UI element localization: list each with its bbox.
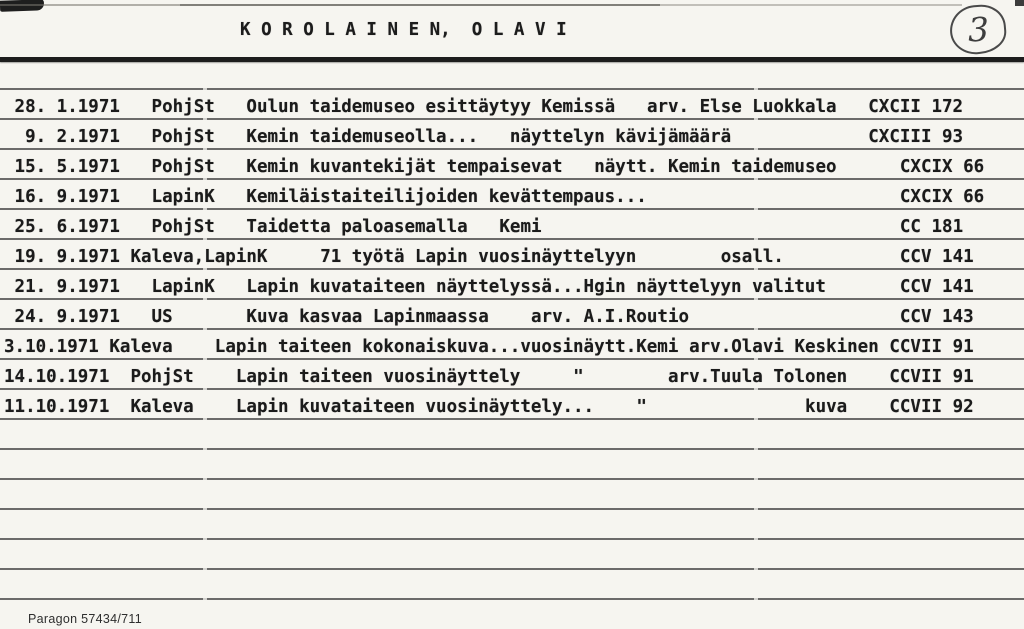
entry-note: näyttelyn kävijämäärä (509, 127, 732, 147)
ruled-line (0, 478, 1024, 480)
entry-date: 24. 9.1971 (14, 307, 120, 327)
entry-source: LapinK (151, 277, 215, 297)
entry-reference: CXCII 172 (868, 97, 964, 117)
ruled-line (0, 568, 1024, 570)
entry-date: 28. 1.1971 (14, 97, 120, 117)
entry-reference: CC 181 (899, 217, 964, 237)
entry-source: Kaleva (130, 397, 194, 417)
ruled-line (0, 88, 1024, 90)
entry-date: 11.10.1971 (4, 397, 110, 417)
entry-row (0, 127, 1024, 151)
entry-reference: CCV 141 (899, 247, 974, 267)
footer-imprint: Paragon 57434/711 (28, 612, 142, 626)
entry-date: 3.10.1971 (4, 337, 99, 357)
entry-source: Kaleva,LapinK (130, 247, 268, 267)
entry-row (0, 187, 1024, 211)
entry-source: US (151, 307, 173, 327)
entry-reference: CXCIII 93 (868, 127, 964, 147)
entry-note2: arv.Tuula Tolonen (668, 367, 848, 387)
entry-row (0, 307, 1024, 331)
entry-note2: kuva (805, 397, 848, 417)
page-number-circle (948, 3, 1008, 57)
entry-reference: CXCIX 66 (899, 157, 985, 177)
entry-reference: CCVII 92 (889, 397, 974, 417)
card-title: K O R O L A I N E N, O L A V I (240, 20, 567, 40)
entry-description: Oulun taidemuseo esittäytyy Kemissä (246, 97, 616, 117)
entry-description: Lapin taiteen kokonaiskuva...vuosinäytt.Kemi (214, 337, 679, 357)
scan-artifact-top-right (1015, 0, 1024, 6)
entry-description: Kuva kasvaa Lapinmaassa (246, 307, 489, 327)
entry-note: arv. Else Luokkala (646, 97, 837, 117)
entry-reference: CCVII 91 (889, 367, 974, 387)
entry-row (0, 97, 1024, 121)
entry-note: " (636, 397, 647, 417)
header-divider-rule (0, 57, 1024, 62)
entry-description: 71 työtä Lapin vuosinäyttelyyn (320, 247, 637, 267)
entry-row (0, 397, 1024, 421)
entry-row (0, 367, 1024, 391)
entry-date: 25. 6.1971 (14, 217, 120, 237)
entry-row (0, 337, 1024, 361)
entry-date: 16. 9.1971 (14, 187, 120, 207)
entry-source: PohjSt (151, 127, 215, 147)
ruled-line (0, 508, 1024, 510)
scan-artifact-top-edge-line (0, 4, 962, 6)
entry-note: arv. A.I.Routio (531, 307, 690, 327)
entry-date: 9. 2.1971 (25, 127, 120, 147)
entry-description: Kemin taidemuseolla... (246, 127, 479, 147)
entry-source: PohjSt (130, 367, 194, 387)
entry-reference: CCV 141 (899, 277, 974, 297)
entry-source: LapinK (151, 187, 215, 207)
entry-row (0, 157, 1024, 181)
entry-source: Kaleva (109, 337, 173, 357)
entry-description: Lapin taiteen vuosinäyttely (235, 367, 521, 387)
entry-source: PohjSt (151, 217, 215, 237)
entry-row (0, 277, 1024, 301)
entry-note: osall. (720, 247, 784, 267)
entry-date: 14.10.1971 (4, 367, 110, 387)
entry-reference: CXCIX 66 (899, 187, 985, 207)
entry-note: " (573, 367, 584, 387)
ruled-line (0, 598, 1024, 600)
entry-note: Kemi (499, 217, 542, 237)
entry-note: näytt. Kemin taidemuseo (594, 157, 837, 177)
entry-source: PohjSt (151, 157, 215, 177)
entry-source: PohjSt (151, 97, 215, 117)
entry-description: Kemin kuvantekijät tempaisevat (246, 157, 563, 177)
entry-date: 15. 5.1971 (14, 157, 120, 177)
entry-row (0, 247, 1024, 271)
entry-description: Taidetta paloasemalla (246, 217, 468, 237)
entry-description: Kemiläistaiteilijoiden kevättempaus... (246, 187, 647, 207)
entry-date: 19. 9.1971 (14, 247, 120, 267)
entry-row (0, 217, 1024, 241)
entry-reference: CCVII 91 (889, 337, 974, 357)
entry-reference: CCV 143 (899, 307, 974, 327)
entry-description: Lapin kuvataiteen vuosinäyttely... (235, 397, 595, 417)
entry-date: 21. 9.1971 (14, 277, 120, 297)
page-number: 3 (966, 9, 990, 50)
ruled-line (0, 538, 1024, 540)
entry-note: arv.Olavi Keskinen (689, 337, 879, 357)
ruled-line (0, 448, 1024, 450)
entry-description: Lapin kuvataiteen näyttelyssä...Hgin näyttelyyn valitut (246, 277, 826, 297)
